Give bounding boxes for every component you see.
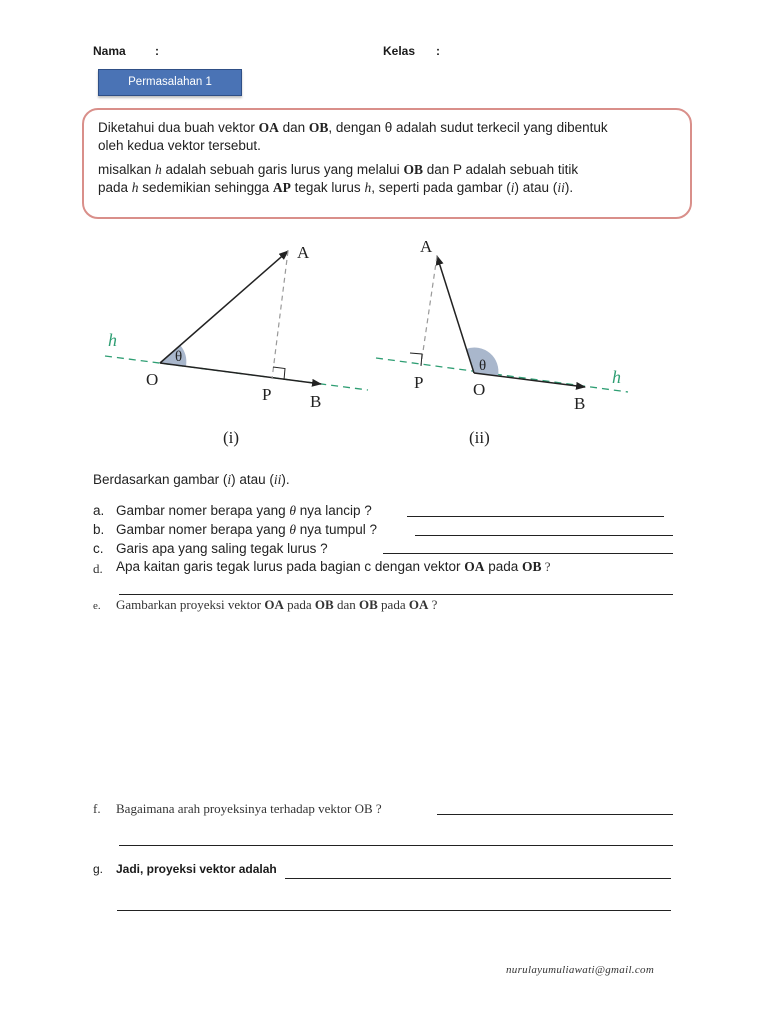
permasalahan-button[interactable]: Permasalahan 1: [98, 69, 242, 96]
label-p-i: P: [262, 385, 272, 404]
kelas-colon: :: [436, 44, 440, 58]
answer-line-a[interactable]: [407, 516, 664, 517]
question-g-label: g.: [93, 862, 104, 876]
perpendicular-ap-i: [272, 251, 288, 379]
label-b-i: B: [310, 392, 322, 411]
question-g-text: Jadi, proyeksi vektor adalah: [116, 862, 277, 876]
question-a-text: Gambar nomer berapa yang θ nya lancip ?: [116, 503, 372, 518]
label-theta-i: θ: [175, 349, 183, 365]
answer-line-f-2[interactable]: [119, 845, 673, 846]
answer-line-d[interactable]: [119, 594, 673, 595]
perpendicular-ap-ii: [421, 256, 437, 365]
nama-label: Nama: [93, 44, 126, 58]
label-theta-ii: θ: [479, 358, 487, 374]
questions-intro: Berdasarkan gambar (i) atau (ii).: [93, 472, 290, 487]
question-b-text: Gambar nomer berapa yang θ nya tumpul ?: [116, 522, 378, 537]
caption-i: (i): [223, 428, 240, 447]
label-a-ii: A: [420, 237, 433, 256]
question-c-text: Garis apa yang saling tegak lurus ?: [116, 541, 328, 556]
kelas-label: Kelas: [383, 44, 416, 58]
vector-oa-i: [160, 251, 288, 363]
problem-line-2: oleh kedua vektor tersebut.: [98, 138, 261, 153]
problem-line-1: Diketahui dua buah vektor OA dan OB, dengan θ adalah sudut terkecil yang dibentuk: [98, 120, 608, 135]
nama-colon: :: [155, 44, 159, 58]
label-o-ii: O: [473, 380, 486, 399]
figure-ii: [376, 237, 628, 447]
vector-ob-i: [160, 363, 321, 384]
label-o-i: O: [146, 370, 159, 389]
answer-line-g-1[interactable]: [285, 878, 671, 879]
answer-line-c[interactable]: [383, 553, 673, 554]
vector-ob-ii: [474, 373, 585, 387]
label-h-i: h: [108, 330, 117, 350]
question-e-label: e.: [93, 600, 101, 612]
footer-email: nurulayumuliawati@gmail.com: [506, 964, 655, 976]
question-d-text: Apa kaitan garis tegak lurus pada bagian c dengan vektor OA pada OB ?: [116, 559, 551, 574]
problem-line-4: pada h sedemikian sehingga AP tegak lurus h, seperti pada gambar (i) atau (ii).: [98, 180, 574, 195]
vector-oa-ii: [437, 256, 474, 373]
figure-i: [105, 243, 368, 447]
label-h-ii: h: [612, 367, 621, 387]
answer-line-g-2[interactable]: [117, 910, 671, 911]
label-b-ii: B: [574, 394, 586, 413]
problem-line-3: misalkan h adalah sebuah garis lurus yang melalui OB dan P adalah sebuah titik: [98, 162, 579, 177]
label-a-i: A: [297, 243, 310, 262]
answer-line-b[interactable]: [415, 535, 673, 536]
label-p-ii: P: [414, 373, 424, 392]
question-a-label: a.: [93, 503, 105, 518]
question-c-label: c.: [93, 541, 104, 556]
question-b-label: b.: [93, 522, 105, 537]
question-e-text: Gambarkan proyeksi vektor OA pada OB dan OB pada OA ?: [116, 597, 438, 612]
problem-text: [98, 119, 678, 197]
caption-ii: (ii): [469, 428, 490, 447]
question-d-label: d.: [93, 561, 103, 576]
answer-line-f-1[interactable]: [437, 814, 673, 815]
question-f-text: Bagaimana arah proyeksinya terhadap vektor OB ?: [116, 801, 382, 816]
question-f-label: f.: [93, 801, 101, 816]
vector-figure: [0, 225, 768, 455]
